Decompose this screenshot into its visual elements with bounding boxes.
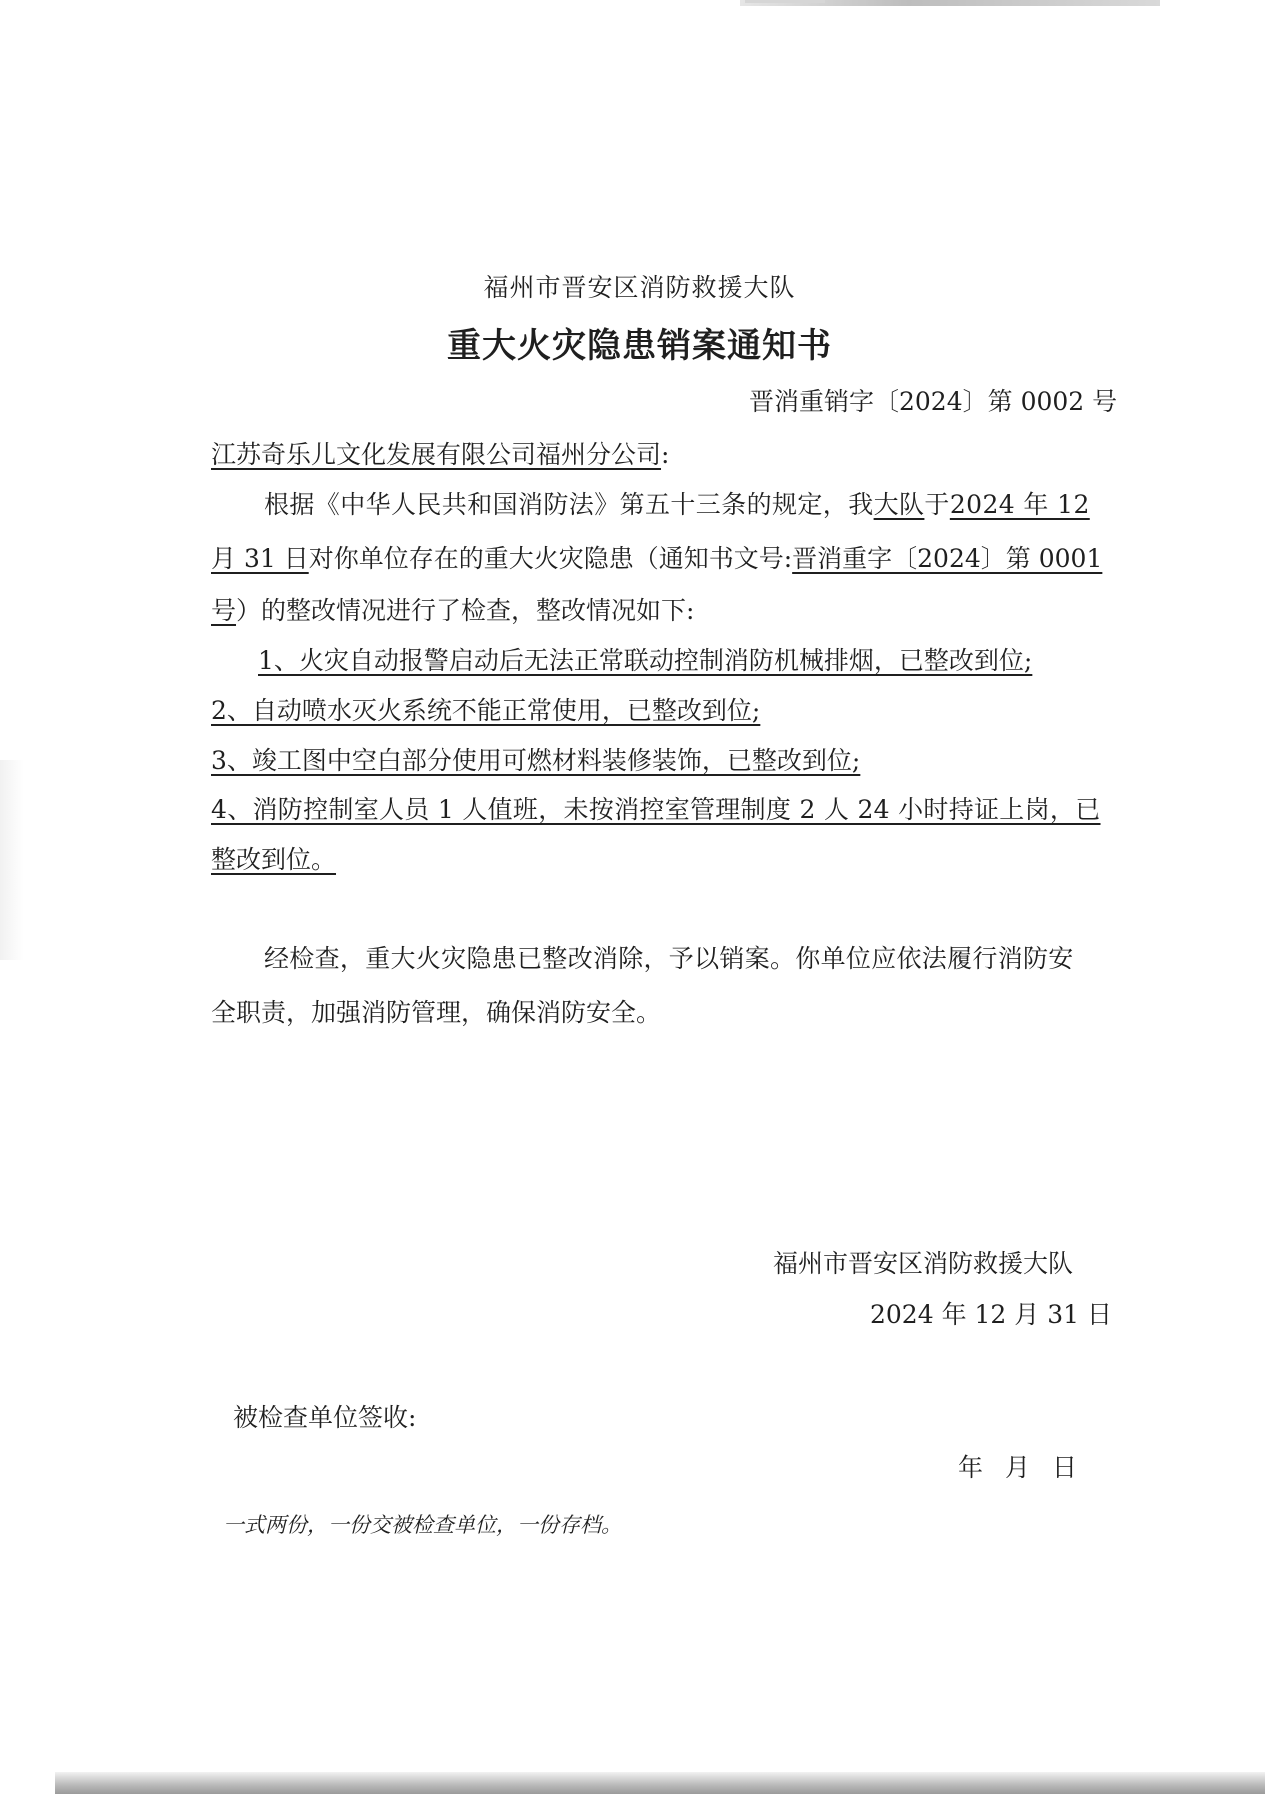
rectification-item-1: 1、火灾自动报警启动后无法正常联动控制消防机械排烟，已整改到位; (258, 646, 1033, 675)
scan-edge-top-mark (745, 0, 825, 3)
document-title: 重大火灾隐患销案通知书 (447, 326, 832, 366)
rectification-item-4-line-2: 整改到位。 (211, 845, 337, 874)
reference-number-part1: 晋消重字〔2024〕第 0001 (792, 544, 1103, 573)
rectification-item-2: 2、自动喷水灭火系统不能正常使用，已整改到位; (211, 696, 761, 725)
body-text-a: 根据《中华人民共和国消防法》第五十三条的规定，我 (264, 490, 874, 519)
reference-number-part2: 号 (211, 596, 237, 625)
body-line-3 (211, 593, 694, 629)
receipt-signature-label: 被检查单位签收: (233, 1403, 417, 1432)
recipient-name: 江苏奇乐儿文化发展有限公司福州分公司 (211, 440, 662, 469)
scan-edge-left (0, 760, 24, 960)
issuing-organization-header: 福州市晋安区消防救援大队 (483, 273, 796, 302)
conclusion-line-1: 经检查，重大火灾隐患已整改消除，予以销案。你单位应依法履行消防安 (264, 944, 1074, 973)
receipt-day: 日 (1052, 1453, 1078, 1482)
receipt-year: 年 (958, 1453, 984, 1482)
inspection-date-part1: 2024 年 12 (949, 490, 1090, 519)
recipient-line (211, 437, 669, 473)
copies-note: 一式两份，一份交被检查单位，一份存档。 (223, 1513, 622, 1537)
conclusion-line-2: 全职责，加强消防管理，确保消防安全。 (211, 998, 662, 1027)
document-number: 晋消重销字〔2024〕第 0002 号 (749, 387, 1118, 416)
body-line-2 (211, 541, 1102, 577)
body-text-d: ）的整改情况进行了检查，整改情况如下: (236, 596, 695, 625)
recipient-colon: : (661, 440, 670, 469)
signature-organization: 福州市晋安区消防救援大队 (773, 1249, 1074, 1278)
receipt-month: 月 (1005, 1453, 1031, 1482)
body-text-c: 对你单位存在的重大火灾隐患（通知书文号: (308, 544, 793, 573)
body-line-1 (264, 487, 1090, 523)
rectification-item-3: 3、竣工图中空白部分使用可燃材料装修装饰，已整改到位; (211, 746, 861, 775)
inspection-date-part2: 月 31 日 (211, 544, 309, 573)
rectification-item-4-line-1: 4、消防控制室人员 1 人值班，未按消控室管理制度 2 人 24 小时持证上岗，已 (211, 795, 1101, 824)
body-text-b: 于 (924, 490, 950, 519)
receipt-date-blank (958, 1450, 1077, 1486)
body-unit: 大队 (873, 490, 925, 519)
scan-edge-bottom (55, 1772, 1265, 1794)
signature-date: 2024 年 12 月 31 日 (870, 1300, 1112, 1329)
